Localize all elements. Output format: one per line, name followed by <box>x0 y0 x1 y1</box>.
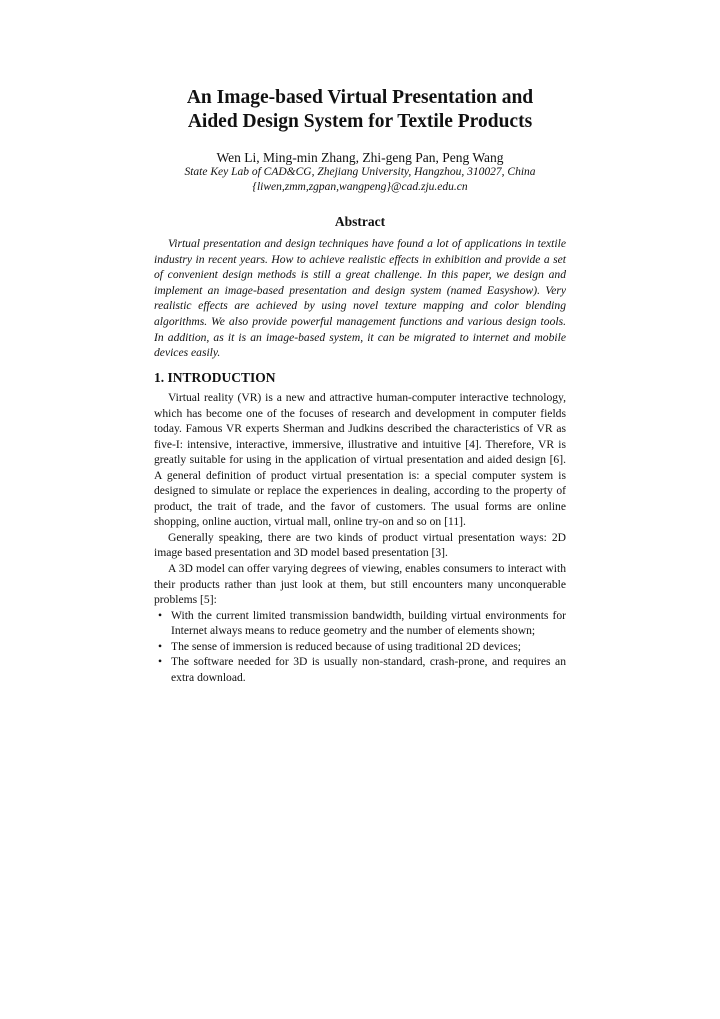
introduction-section <box>154 390 566 685</box>
affiliation: State Key Lab of CAD&CG, Zhejiang University, Hangzhou, 310027, China <box>184 166 536 178</box>
list-item-text: With the current limited transmission bandwidth, building virtual environments for Internet always means to reduce geometry and the number of elements shown; <box>171 608 566 638</box>
author-list: Wen Li, Ming-min Zhang, Zhi-geng Pan, Peng Wang <box>216 150 504 165</box>
list-item <box>154 639 566 655</box>
abstract-heading: Abstract <box>334 214 386 229</box>
author-email: {liwen,zmm,zgpan,wangpeng}@cad.zju.edu.cn <box>252 181 468 193</box>
list-item <box>154 654 566 685</box>
paper-title <box>154 86 566 134</box>
title-line-2: Aided Design System for Textile Products <box>187 111 533 132</box>
list-item-text: The sense of immersion is reduced because of using traditional 2D devices; <box>171 639 521 653</box>
affiliation-block <box>144 165 576 195</box>
intro-paragraph: Generally speaking, there are two kinds of product virtual presentation ways: 2D image based presentation and 3D model based presentation [3]. <box>154 530 566 560</box>
abstract-text: Virtual presentation and design techniques have found a lot of applications in textile industry in recent years. How to achieve realistic effects in exhibition and provide a set of convenient design methods is still a great challenge. In this paper, we design and implement an image-based presentation and design system (named Easyshow). Very realistic effects are achieved by using novel texture mapping and color blending algorithms. We also provide powerful management functions and various design tools. In addition, as it is an image-based system, it can be migrated to internet and mobile devices easily. <box>154 237 566 360</box>
bullet-icon: • <box>158 639 163 653</box>
intro-paragraph: A 3D model can offer varying degrees of viewing, enables consumers to interact with their products rather than just look at them, but still encounters many unconquerable problems [5]: <box>154 562 566 607</box>
section-heading-introduction: 1. INTRODUCTION <box>154 370 276 385</box>
problem-list <box>154 608 566 686</box>
list-item-text: The software needed for 3D is usually non-standard, crash-prone, and requires an extra download. <box>171 655 566 684</box>
intro-paragraph: Virtual reality (VR) is a new and attractive human-computer interactive technology, which has become one of the focuses of research and development in computer fields today. Famous VR experts Sherman and Judkins described the characteristics of VR as five-I: intensive, interactive, immersive, illustrative and intuitive [4]. Therefore, VR is greatly suitable for using in the application of virtual presentation and aided design [6]. A general definition of product virtual presentation is: a special computer system is designed to simulate or replace the experiences in dealing, according to the property of product, the trait of trade, and the favor of customers. The usual forms are online shopping, online auction, virtual mall, online try-on and so on [11]. <box>154 391 566 529</box>
list-item <box>154 608 566 639</box>
bullet-icon: • <box>158 655 163 669</box>
bullet-icon: • <box>158 608 163 622</box>
title-line-1: An Image-based Virtual Presentation and <box>186 87 534 108</box>
